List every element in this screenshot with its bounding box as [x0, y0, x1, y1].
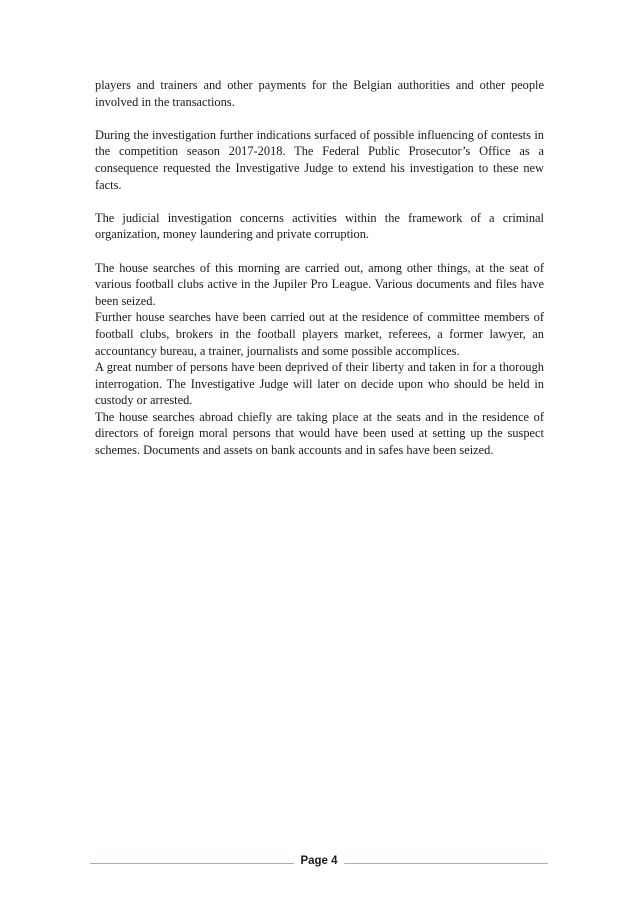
- paragraph-7: The house searches abroad chiefly are taking place at the seats and in the residence of directors of foreign moral persons that would have been used at setting up the suspect schemes. Documents and assets on bank accounts and in safes have been seized.: [95, 409, 544, 458]
- page-number: Page 4: [300, 855, 338, 867]
- paragraph-5: Further house searches have been carried out at the residence of committee members of football clubs, brokers in the football players market, referees, a former lawyer, an accountancy bureau, a trainer, journalists and some possible accomplices.: [95, 310, 544, 358]
- paragraph-4: The house searches of this morning are carried out, among other things, at the seat of various football clubs active in the Jupiler Pro League. Various documents and files have been seized.: [95, 260, 544, 308]
- document-body: [95, 77, 544, 459]
- paragraph-2: During the investigation further indications surfaced of possible influencing of contests in the competition season 2017-2018. The Federal Public Prosecutor’s Office as a consequence requested the Investigative Judge to extend his investigation to these new facts.: [95, 127, 544, 192]
- paragraph-1: players and trainers and other payments for the Belgian authorities and other people involved in the transactions.: [95, 78, 544, 109]
- paragraph-6: A great number of persons have been deprived of their liberty and taken in for a thorough interrogation. The Investigative Judge will later on decide upon who should be held in custody or arrested.: [95, 360, 544, 408]
- footer-rule-right: [344, 863, 548, 864]
- page-footer: [90, 853, 548, 873]
- paragraph-3: The judicial investigation concerns activities within the framework of a criminal organization, money laundering and private corruption.: [95, 210, 544, 242]
